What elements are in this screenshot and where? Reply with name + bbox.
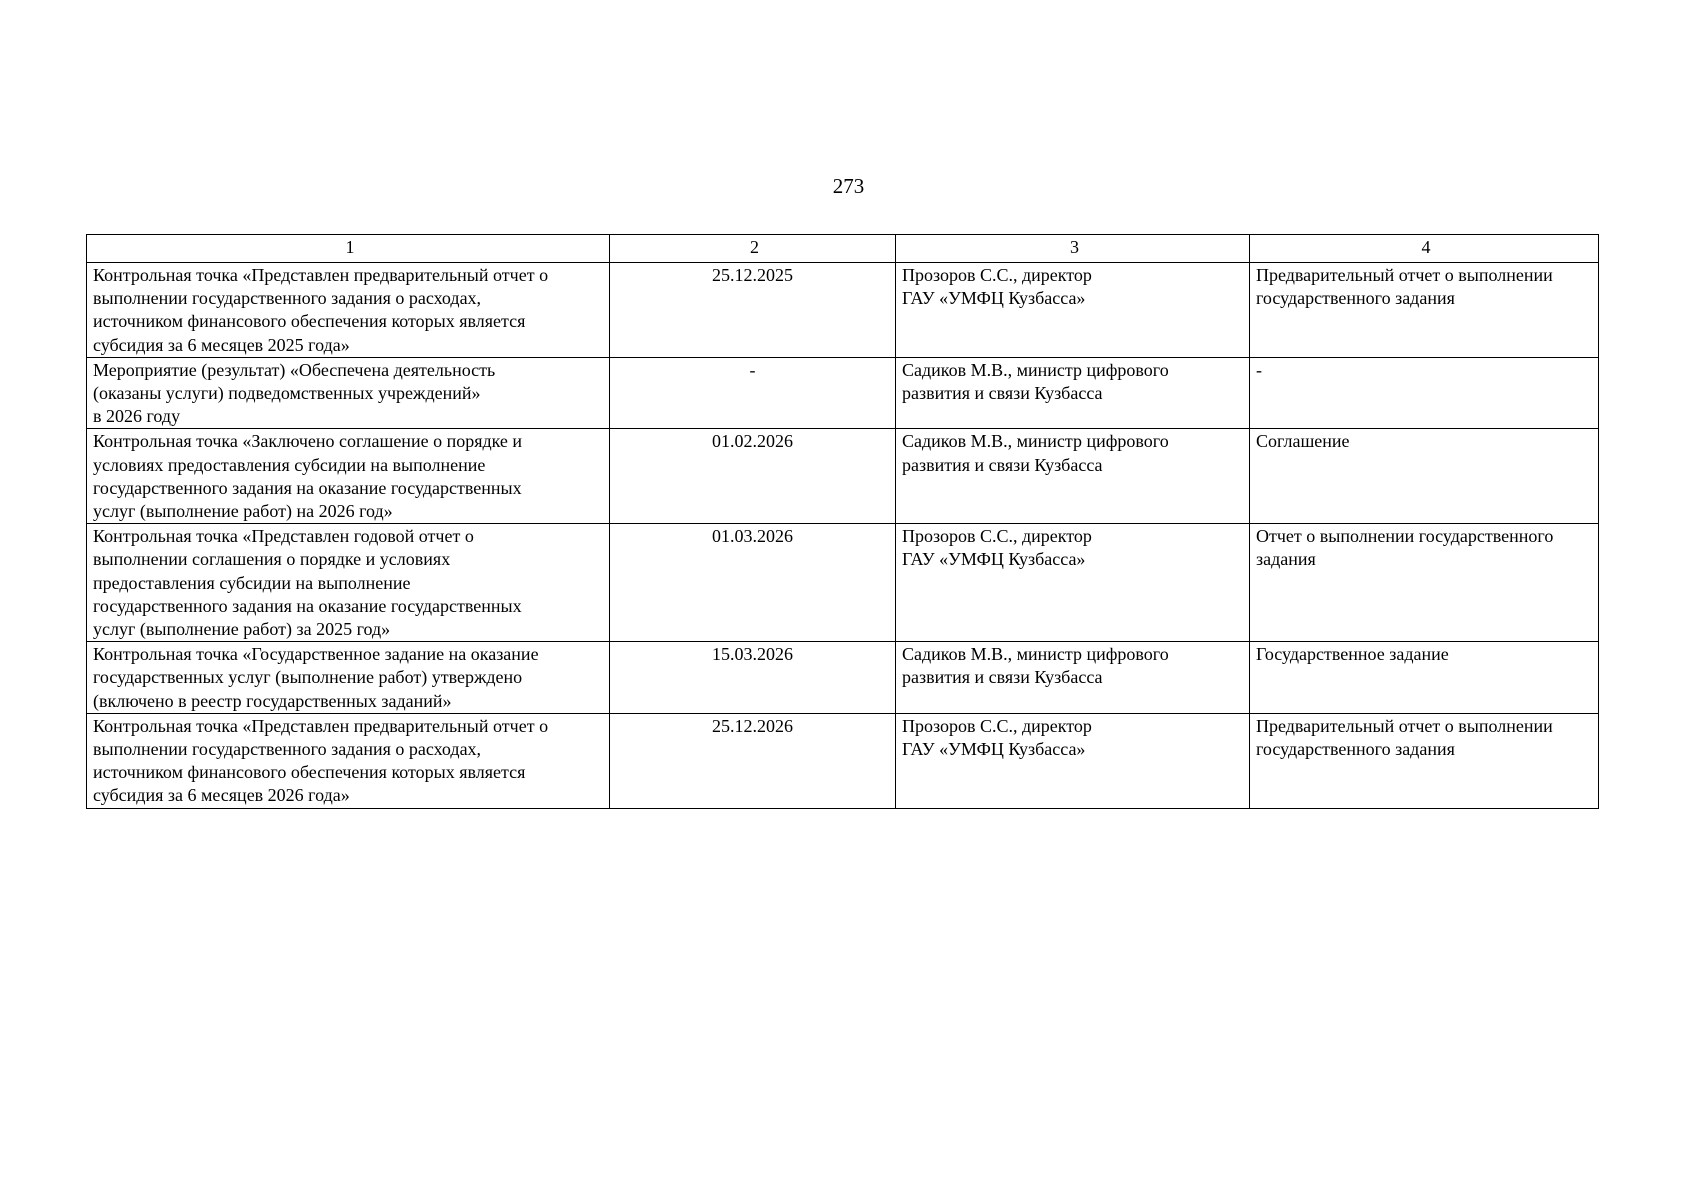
table-row	[87, 524, 1599, 642]
responsible-cell-line: развития и связи Кузбасса	[902, 454, 1103, 475]
responsible-cell-line: Садиков М.В., министр цифрового	[902, 644, 1169, 665]
result-cell-line: -	[1256, 359, 1262, 380]
item-cell-line: Контрольная точка «Заключено соглашение о порядке и	[93, 431, 523, 452]
result-cell	[1250, 524, 1599, 642]
item-cell-line: источником финансового обеспечения которых является	[93, 762, 526, 783]
result-cell-line: Отчет о выполнении государственного	[1256, 526, 1554, 547]
responsible-cell	[896, 524, 1250, 642]
table-row	[87, 263, 1599, 358]
item-cell-line: государственного задания на оказание государственных	[93, 595, 522, 616]
table-row	[87, 713, 1599, 808]
page-number: 273	[832, 174, 865, 198]
item-cell	[87, 263, 610, 358]
result-cell-line: Государственное задание	[1256, 644, 1449, 665]
result-cell	[1250, 429, 1599, 524]
responsible-cell	[896, 429, 1250, 524]
result-cell-line: Предварительный отчет о выполнении	[1256, 265, 1553, 285]
result-cell	[1250, 713, 1599, 808]
date-cell: 01.03.2026	[610, 524, 896, 642]
responsible-cell	[896, 642, 1250, 714]
responsible-cell-line: ГАУ «УМФЦ Кузбасса»	[902, 288, 1086, 309]
result-cell-line: Соглашение	[1256, 431, 1350, 452]
responsible-cell	[896, 263, 1250, 358]
responsible-cell	[896, 357, 1250, 429]
responsible-cell-line: ГАУ «УМФЦ Кузбасса»	[902, 739, 1086, 760]
item-cell-line: (оказаны услуги) подведомственных учреждений»	[93, 383, 481, 404]
item-cell-line: выполнении государственного задания о расходах,	[93, 739, 482, 760]
date-cell: -	[610, 357, 896, 429]
control-points-table	[86, 234, 1599, 809]
column-header-1: 1	[87, 235, 610, 263]
responsible-cell-line: развития и связи Кузбасса	[902, 383, 1103, 404]
item-cell-line: в 2026 году	[93, 406, 181, 427]
responsible-cell-line: Прозоров С.С., директор	[902, 265, 1092, 285]
item-cell-line: (включено в реестр государственных заданий»	[93, 690, 452, 711]
result-cell	[1250, 357, 1599, 429]
column-header-2: 2	[610, 235, 896, 263]
table-row	[87, 357, 1599, 429]
item-cell	[87, 357, 610, 429]
responsible-cell-line: ГАУ «УМФЦ Кузбасса»	[902, 549, 1086, 570]
item-cell	[87, 642, 610, 714]
responsible-cell-line: развития и связи Кузбасса	[902, 667, 1103, 688]
item-cell-line: Контрольная точка «Представлен предварительный отчет о	[93, 715, 549, 736]
date-cell: 25.12.2025	[610, 263, 896, 358]
item-cell-line: условиях предоставления субсидии на выполнение	[93, 454, 486, 475]
date-cell: 25.12.2026	[610, 713, 896, 808]
item-cell-line: услуг (выполнение работ) на 2026 год»	[93, 501, 393, 522]
date-cell: 15.03.2026	[610, 642, 896, 714]
item-cell-line: предоставления субсидии на выполнение	[93, 572, 411, 593]
responsible-cell-line: Садиков М.В., министр цифрового	[902, 431, 1169, 452]
result-cell	[1250, 642, 1599, 714]
table-body	[87, 263, 1599, 809]
item-cell-line: Мероприятие (результат) «Обеспечена деятельность	[93, 359, 496, 380]
item-cell-line: государственного задания на оказание государственных	[93, 477, 522, 498]
item-cell-line: выполнении государственного задания о расходах,	[93, 288, 482, 309]
responsible-cell-line: Прозоров С.С., директор	[902, 715, 1092, 736]
result-cell-line: государственного задания	[1256, 288, 1455, 309]
responsible-cell	[896, 713, 1250, 808]
item-cell	[87, 429, 610, 524]
item-cell-line: субсидия за 6 месяцев 2026 года»	[93, 785, 350, 806]
item-cell-line: Контрольная точка «Представлен предварительный отчет о	[93, 265, 549, 285]
date-cell: 01.02.2026	[610, 429, 896, 524]
result-cell-line: Предварительный отчет о выполнении	[1256, 715, 1553, 736]
table-row	[87, 642, 1599, 714]
item-cell	[87, 713, 610, 808]
responsible-cell-line: Садиков М.В., министр цифрового	[902, 359, 1169, 380]
responsible-cell-line: Прозоров С.С., директор	[902, 526, 1092, 547]
item-cell-line: источником финансового обеспечения которых является	[93, 311, 526, 332]
result-cell-line: государственного задания	[1256, 739, 1455, 760]
item-cell-line: субсидия за 6 месяцев 2025 года»	[93, 334, 350, 355]
item-cell-line: государственных услуг (выполнение работ) утверждено	[93, 667, 523, 688]
table-row	[87, 429, 1599, 524]
item-cell-line: Контрольная точка «Представлен годовой отчет о	[93, 526, 474, 547]
item-cell	[87, 524, 610, 642]
item-cell-line: Контрольная точка «Государственное задание на оказание	[93, 644, 539, 665]
table-header-row	[87, 235, 1599, 263]
column-header-4: 4	[1250, 235, 1599, 263]
result-cell	[1250, 263, 1599, 358]
item-cell-line: выполнении соглашения о порядке и условиях	[93, 549, 451, 570]
result-cell-line: задания	[1256, 549, 1316, 570]
item-cell-line: услуг (выполнение работ) за 2025 год»	[93, 619, 391, 640]
column-header-3: 3	[896, 235, 1250, 263]
